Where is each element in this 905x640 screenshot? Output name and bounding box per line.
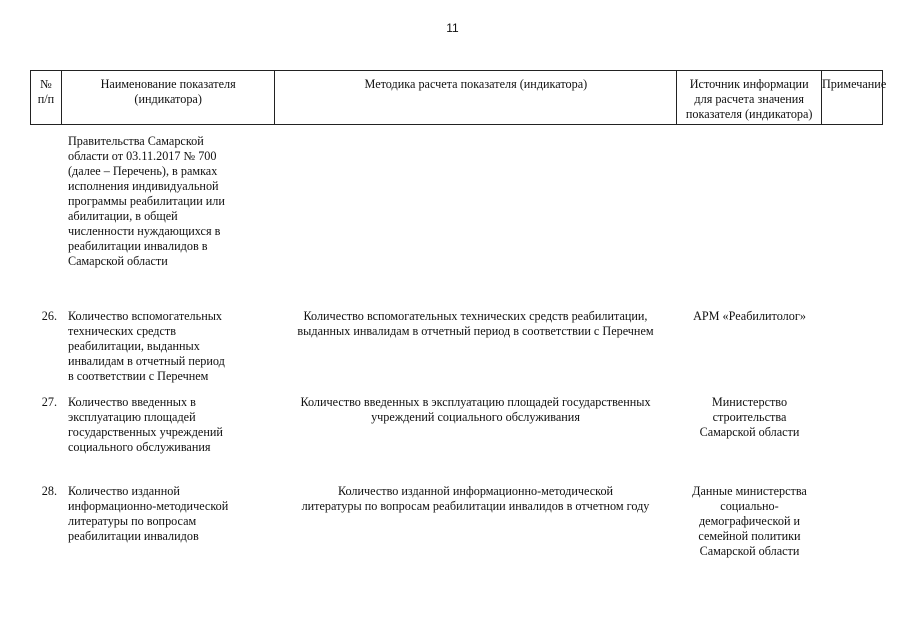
row-note	[822, 484, 883, 559]
row-method-line: Количество введенных в эксплуатацию площадей государственных	[300, 395, 651, 409]
table-row-continuation	[30, 134, 883, 269]
row-name-line: информационно-методической	[68, 499, 229, 513]
header-num	[31, 71, 61, 124]
row-name	[60, 484, 274, 559]
row-name-line: абилитации, в общей	[68, 209, 178, 223]
row-source	[677, 134, 822, 269]
header-text: Примечание	[822, 77, 887, 91]
row-method-line: Количество изданной информационно-методической	[337, 484, 614, 498]
page-number: 11	[446, 21, 459, 35]
table-row	[30, 484, 883, 559]
row-name-line: технических средств	[68, 324, 176, 338]
row-method	[274, 309, 677, 384]
header-text: (индикатора)	[134, 92, 202, 106]
row-name-line: Правительства Самарской	[68, 134, 204, 148]
row-method	[274, 395, 677, 455]
row-num: 27.	[41, 395, 57, 409]
row-name	[60, 395, 274, 455]
table-row	[30, 309, 883, 384]
row-note	[822, 309, 883, 384]
row-name-line: реабилитации инвалидов	[68, 529, 199, 543]
row-name-line: области от 03.11.2017 № 700	[68, 149, 217, 163]
row-method-line: Количество вспомогательных технических средств реабилитации,	[303, 309, 648, 323]
header-text: №	[40, 77, 52, 91]
header-note	[821, 71, 887, 124]
row-name-line: социального обслуживания	[68, 440, 211, 454]
row-method	[274, 484, 677, 559]
row-num: 28.	[41, 484, 57, 498]
row-source-line: Самарской области	[699, 425, 800, 439]
row-name-line: исполнения индивидуальной	[68, 179, 219, 193]
header-text: п/п	[37, 92, 55, 106]
row-note	[822, 395, 883, 455]
row-source	[677, 395, 822, 455]
row-source-line: Министерство	[711, 395, 788, 409]
header-source	[676, 71, 821, 124]
row-name-line: в соответствии с Перечнем	[68, 369, 209, 383]
row-source-line: Самарской области	[699, 544, 800, 558]
row-source-line: АРМ «Реабилитолог»	[693, 309, 806, 323]
row-source	[677, 309, 822, 384]
header-text: показателя (индикатора)	[685, 107, 813, 121]
row-name-line: Самарской области	[68, 254, 168, 268]
table-row	[30, 395, 883, 455]
row-method-line: выданных инвалидам в отчетный период в соответствии с Перечнем	[297, 324, 654, 338]
header-method	[274, 71, 676, 124]
row-method	[274, 134, 677, 269]
row-num	[30, 134, 60, 269]
row-name-line: инвалидам в отчетный период	[68, 354, 225, 368]
header-text: Наименование показателя	[100, 77, 236, 91]
row-method-line: литературы по вопросам реабилитации инвалидов в отчетном году	[301, 499, 650, 513]
row-name-line: реабилитации инвалидов в	[68, 239, 208, 253]
row-method-line: учреждений социального обслуживания	[371, 410, 580, 424]
table-header	[30, 70, 887, 125]
header-text: для расчета значения	[694, 92, 804, 106]
row-note	[822, 134, 883, 269]
indicator-table	[30, 70, 887, 558]
row-source-line: демографической и	[698, 514, 801, 528]
row-name-line: программы реабилитации или	[68, 194, 225, 208]
header-name	[61, 71, 274, 124]
row-name-line: Количество вспомогательных	[68, 309, 223, 323]
row-num: 26.	[41, 309, 57, 323]
row-name-line: (далее – Перечень), в рамках	[68, 164, 218, 178]
row-name	[60, 309, 274, 384]
row-source-line: семейной политики	[698, 529, 801, 543]
row-name-line: численности нуждающихся в	[68, 224, 221, 238]
row-source-line: Данные министерства	[692, 484, 807, 498]
row-source-line: строительства	[712, 410, 787, 424]
header-text: Источник информации	[689, 77, 809, 91]
row-name-line: Количество изданной	[68, 484, 180, 498]
row-name-line: эксплуатацию площадей	[68, 410, 196, 424]
header-text: Методика расчета показателя (индикатора)	[364, 77, 588, 91]
row-name-line: реабилитации, выданных	[68, 339, 200, 353]
row-name	[60, 134, 274, 269]
row-name-line: Количество введенных в	[68, 395, 196, 409]
row-source	[677, 484, 822, 559]
row-name-line: государственных учреждений	[68, 425, 223, 439]
row-name-line: литературы по вопросам	[68, 514, 197, 528]
row-source-line: социально-	[720, 499, 779, 513]
